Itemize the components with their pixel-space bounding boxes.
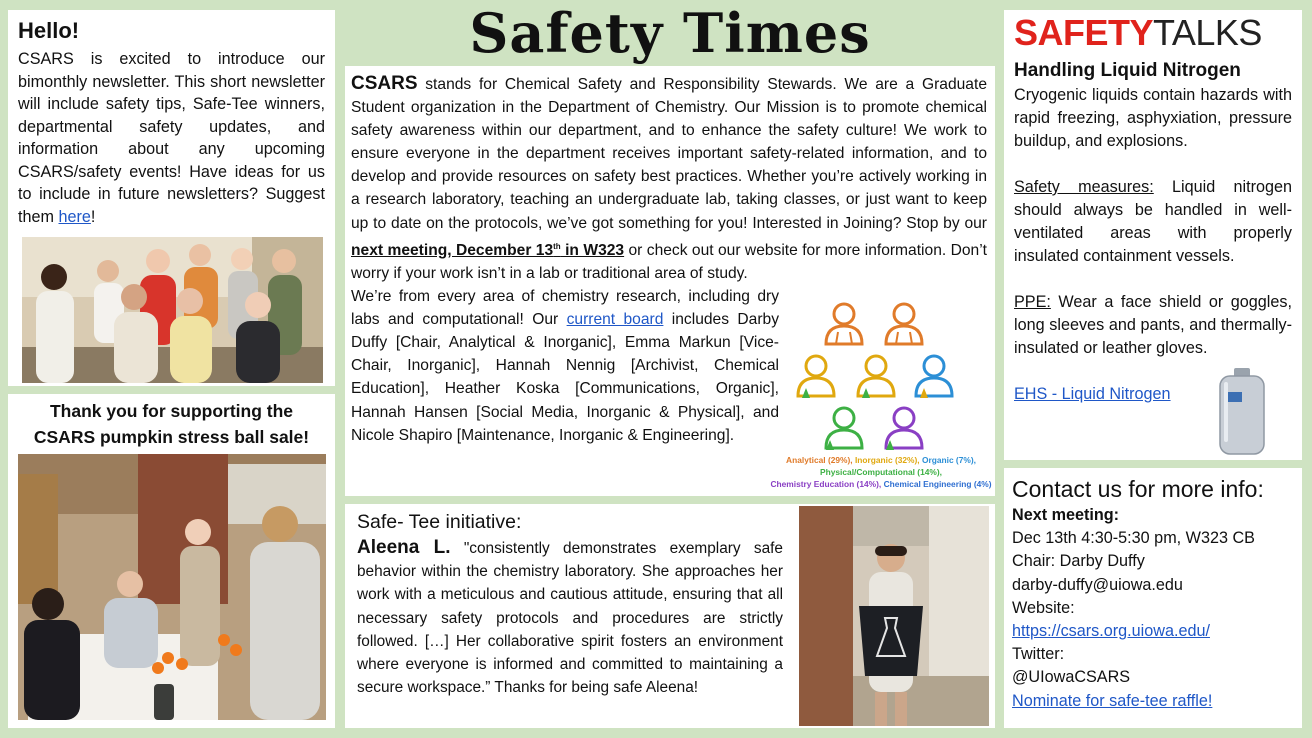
- meeting-pre: next meeting, December 13: [351, 241, 554, 259]
- pumpkin-heading-line2: CSARS pumpkin stress ball sale!: [33, 427, 310, 447]
- next-meeting-label: Next meeting:: [1012, 506, 1120, 524]
- nominate-link[interactable]: Nominate for safe-tee raffle!: [1012, 691, 1213, 710]
- demographics-figure: [768, 298, 994, 498]
- hello-body: CSARS is excited to introduce our bimonthly newsletter. This short newsletter will include safety tips, Safe-Tee winners, departmental safety updates, and information about any upcoming CSARS/safety events! Have ideas for us to include in future newsletters? Suggest them: [18, 50, 325, 226]
- website-label: Website:: [1012, 598, 1075, 617]
- demographics-legend: [768, 454, 994, 490]
- hello-end: !: [90, 207, 96, 226]
- hello-heading: Hello!: [18, 18, 80, 43]
- twitter-handle: @UIowaCSARS: [1012, 668, 1131, 687]
- safe-tee-text: [357, 536, 783, 699]
- twitter-label: Twitter:: [1012, 645, 1065, 664]
- chair-email: darby-duffy@uiowa.edu: [1012, 575, 1183, 594]
- safety-talks-logo: [1014, 10, 1292, 56]
- talks-intro: Cryogenic liquids contain hazards with rapid freezing, asphyxiation, pressure buildup, and explosions.: [1014, 86, 1292, 150]
- measures-label: Safety measures:: [1014, 178, 1154, 196]
- pumpkin-heading-line1: Thank you for supporting the: [49, 401, 294, 421]
- ppe-body: Wear a face shield or goggles, long sleeves and pants, and thermally-insulated or leather gloves.: [1014, 293, 1292, 357]
- csars-lead: CSARS: [351, 73, 418, 94]
- contact-panel: [1004, 468, 1302, 728]
- group-photo: [22, 237, 323, 383]
- website-link[interactable]: https://csars.org.uiowa.edu/: [1012, 622, 1210, 641]
- meeting-sup: th: [553, 241, 561, 251]
- safe-tee-heading: Safe- Tee initiative:: [357, 511, 522, 533]
- inorganic-scientist-icon: [798, 356, 834, 398]
- legend-organic: Organic (7%),: [921, 455, 976, 465]
- newsletter-title: Safety Times: [469, 1, 871, 65]
- legend-education: Chemistry Education (14%),: [770, 479, 882, 489]
- logo-talks: TALKS: [1153, 12, 1262, 53]
- analytical-scientist-icon: [826, 304, 862, 344]
- dewar-icon: [1214, 366, 1270, 456]
- safety-talks-panel: [1004, 10, 1302, 460]
- meeting-post: in W323: [560, 241, 625, 259]
- safe-tee-panel: [345, 504, 995, 728]
- ehs-liquid-nitrogen-link[interactable]: EHS - Liquid Nitrogen: [1014, 385, 1171, 403]
- about-text-b: or check out our website for more information. Don’t worry if your work isn’t in a lab or traditional area of study.: [351, 241, 988, 282]
- education-scientist-icon: [886, 408, 922, 450]
- legend-engineering: Chemical Engineering (4%): [883, 479, 992, 489]
- board-paragraph: [351, 285, 779, 447]
- winner-quote: "consistently demonstrates exemplary safe behavior within the chemistry laboratory. She approaches her work with a meticulous and cautious attitude, ensuring that all necessary safety protocols and procedures are strictly followed. […] Her collaborative spirit fosters an environment where everyone is informed and committed to maintaining a secure workspace.” Thanks for being safe Aleena!: [357, 540, 783, 697]
- pumpkin-sale-panel: [8, 394, 335, 728]
- analytical-scientist-icon-2: [886, 304, 922, 344]
- suggest-here-link[interactable]: here: [58, 207, 91, 226]
- about-paragraph: [351, 72, 987, 285]
- ppe-text: [1014, 291, 1292, 360]
- ppe-label: PPE:: [1014, 293, 1051, 311]
- winner-name: Aleena L.: [357, 537, 451, 558]
- board-text-a: We’re from every area of chemistry research, including dry labs and computational! Our: [351, 288, 779, 329]
- legend-analytical: Analytical (29%),: [786, 455, 853, 465]
- current-board-link[interactable]: current board: [566, 311, 664, 329]
- next-meeting-text: [351, 242, 624, 259]
- organic-scientist-icon: [916, 356, 952, 398]
- physical-scientist-icon: [826, 408, 862, 450]
- legend-physical: Physical/Computational (14%),: [820, 467, 942, 477]
- pumpkin-heading: [8, 398, 335, 450]
- next-meeting-value: Dec 13th 4:30-5:30 pm, W323 CB: [1012, 529, 1255, 548]
- talks-heading: Handling Liquid Nitrogen: [1014, 60, 1241, 81]
- logo-safety: SAFETY: [1014, 12, 1154, 53]
- board-text-b: includes Darby Duffy [Chair, Analytical & Inorganic], Emma Markun [Vice-Chair, Inorganic], Hannah Nennig [Archivist, Chemical Education], Heather Koska [Communications, Organic], Hannah Hansen [Social Media, Inorganic & Physical], and Nicole Shapiro [Maintenance, Inorganic & Engineering].: [351, 311, 779, 444]
- contact-heading: Contact us for more info:: [1012, 476, 1264, 502]
- about-text-a: stands for Chemical Safety and Responsibility Stewards. We are a Graduate Student organization in the Department of Chemistry. Our Mission is to promote chemical safety awareness within our department, and to enhance the safety culture! We work to ensure everyone in the department receives important safety-related information, and to develop and provide resources on safety best practices. Whether you’re actively working in a research laboratory, teaching an undergraduate lab, taking classes, or just want to keep up to date on the protocols, we’ve got something for you! Interested in Joining? Stop by our: [351, 76, 987, 232]
- chair-line: Chair: Darby Duffy: [1012, 552, 1145, 571]
- hello-panel: [8, 10, 335, 386]
- scientist-icons: [768, 298, 994, 454]
- inorganic-scientist-icon-2: [858, 356, 894, 398]
- legend-inorganic: Inorganic (32%),: [854, 455, 920, 465]
- measures-text: Liquid nitrogen should always be handled in well-ventilated areas with properly insulated containment vessels.: [1014, 178, 1292, 265]
- hello-text: [18, 48, 325, 228]
- winner-photo: [799, 506, 989, 726]
- pumpkin-sale-photo: [18, 454, 326, 720]
- safety-measures: [1014, 176, 1292, 268]
